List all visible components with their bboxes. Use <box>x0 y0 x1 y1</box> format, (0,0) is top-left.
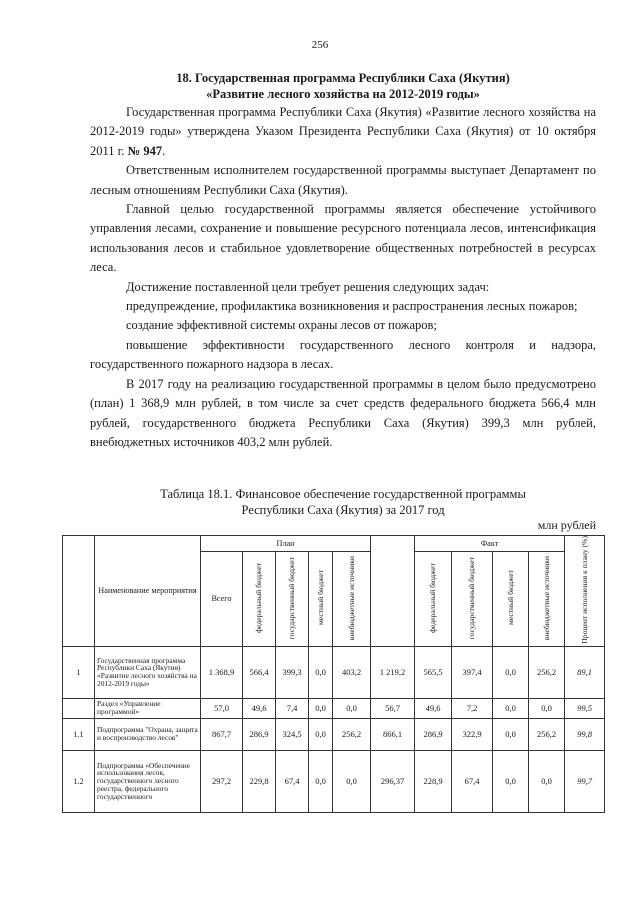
header-num <box>63 536 95 647</box>
cell-fact-extra: 256,2 <box>529 646 565 698</box>
header-fact-federal-label: федеральный бюджет <box>428 562 437 633</box>
header-plan: План <box>201 536 371 552</box>
cell-plan-extra: 0,0 <box>333 698 371 718</box>
cell-fact-state: 67,4 <box>452 750 493 812</box>
paragraph-1 <box>90 103 596 161</box>
row-name: Подпрограмма "Охрана, защита и воспроизводство лесов" <box>95 718 201 750</box>
header-plan-state <box>276 551 309 646</box>
table-row <box>63 698 605 718</box>
cell-fact-total: 296,37 <box>371 750 415 812</box>
paragraph-8: В 2017 году на реализацию государственной программы в целом было предусмотрено (план) 1 368,9 млн рублей, в том числе за счет средств федерального бюджета 566,4 млн рублей, государственного бюджета Республики Саха (Якутия) 399,3 млн рублей, внебюджетных источников 403,2 млн рублей. <box>90 376 596 449</box>
row-num <box>63 698 95 718</box>
paragraph-3: Главной целью государственной программы является обеспечение устойчивого управления лесами, сохранение и повышение ресурсного потенциала лесов, интенсификация использования лесов и стабильное удовлетворение общественных потребностей в ресурсах леса. <box>90 202 596 275</box>
body-text <box>90 103 596 452</box>
cell-plan-local: 0,0 <box>309 646 333 698</box>
cell-fact-federal: 565,5 <box>415 646 452 698</box>
row-num: 1.2 <box>63 750 95 812</box>
header-fact-state <box>452 551 493 646</box>
paragraph-7: повышение эффективности государственного лесного контроля и надзора, государственного пожарного надзора в лесах. <box>90 337 596 372</box>
cell-fact-total: 56,7 <box>371 698 415 718</box>
cell-plan-extra: 0,0 <box>333 750 371 812</box>
header-fact-extra <box>529 551 565 646</box>
cell-plan-extra: 256,2 <box>333 718 371 750</box>
header-percent-label: Процент исполнения к плану (%) <box>579 536 589 644</box>
cell-plan-state: 67,4 <box>276 750 309 812</box>
decree-number: № 947 <box>127 143 163 158</box>
header-name: Наименование мероприятия <box>95 536 201 647</box>
cell-fact-local: 0,0 <box>493 718 529 750</box>
cell-plan-state: 324,5 <box>276 718 309 750</box>
cell-plan-state: 7,4 <box>276 698 309 718</box>
row-name: Подпрограмма «Обеспечение использования лесов, государственного лесного реестра, федерального государственного <box>95 750 201 812</box>
cell-fact-state: 397,4 <box>452 646 493 698</box>
cell-percent: 99,5 <box>565 698 605 718</box>
header-plan-federal <box>243 551 276 646</box>
cell-percent: 99,8 <box>565 718 605 750</box>
header-fact-extra-label: внебюджетные источники <box>541 555 551 640</box>
heading-line-2: «Развитие лесного хозяйства на 2012-2019 годы» <box>206 87 480 101</box>
table-row <box>63 718 605 750</box>
table-caption <box>90 486 596 518</box>
header-plan-extra-label: внебюджетные источники <box>346 555 356 640</box>
cell-plan-extra: 403,2 <box>333 646 371 698</box>
header-fact-local-label: местный бюджет <box>505 570 515 626</box>
cell-plan-federal: 229,8 <box>243 750 276 812</box>
cell-plan-federal: 286,9 <box>243 718 276 750</box>
cell-plan-total: 57,0 <box>201 698 243 718</box>
paragraph-4: Достижение поставленной цели требует решения следующих задач: <box>126 279 490 294</box>
paragraph-1-end: . <box>162 143 166 158</box>
header-fact-federal <box>415 551 452 646</box>
cell-fact-state: 7,2 <box>452 698 493 718</box>
cell-fact-extra: 0,0 <box>529 698 565 718</box>
header-fact-state-label: государственный бюджет <box>467 556 476 639</box>
cell-fact-federal: 286,9 <box>415 718 452 750</box>
cell-fact-extra: 0,0 <box>529 750 565 812</box>
table-caption-line-1: Таблица 18.1. Финансовое обеспечение государственной программы <box>160 487 526 501</box>
row-num: 1 <box>63 646 95 698</box>
cell-plan-local: 0,0 <box>309 718 333 750</box>
paragraph-6: создание эффективной системы охраны лесов от пожаров; <box>126 318 437 333</box>
header-plan-local <box>309 551 333 646</box>
cell-fact-state: 322,9 <box>452 718 493 750</box>
financing-table <box>62 535 605 813</box>
cell-fact-extra: 256,2 <box>529 718 565 750</box>
table-row <box>63 750 605 812</box>
header-percent <box>565 536 605 647</box>
paragraph-2: Ответственным исполнителем государственной программы выступает Департамент по лесным отношениям Республики Саха (Якутия). <box>90 163 596 197</box>
header-plan-federal-label: федеральный бюджет <box>254 562 263 633</box>
cell-fact-local: 0,0 <box>493 750 529 812</box>
cell-plan-state: 399,3 <box>276 646 309 698</box>
cell-fact-federal: 228,9 <box>415 750 452 812</box>
paragraph-1-text: Государственная программа Республики Саха (Якутия) «Развитие лесного хозяйства на 2012-2019 годы» утверждена Указом Президента Республики Саха (Якутия) от 10 октября 2011 г. <box>90 105 596 158</box>
header-plan-extra <box>333 551 371 646</box>
cell-plan-federal: 49,6 <box>243 698 276 718</box>
cell-percent: 99,7 <box>565 750 605 812</box>
cell-plan-total: 867,7 <box>201 718 243 750</box>
row-name: Раздел «Управление программой» <box>95 698 201 718</box>
table-row <box>63 646 605 698</box>
cell-fact-total: 866,1 <box>371 718 415 750</box>
header-empty-divider <box>371 536 415 647</box>
section-heading <box>90 70 596 102</box>
heading-line-1: 18. Государственная программа Республики Саха (Якутия) <box>176 71 510 85</box>
cell-fact-federal: 49,6 <box>415 698 452 718</box>
cell-percent: 89,1 <box>565 646 605 698</box>
header-row-1 <box>63 536 605 552</box>
cell-fact-local: 0,0 <box>493 646 529 698</box>
header-fact: Факт <box>415 536 565 552</box>
row-name: Государственная программа Республики Саха (Якутия) «Развитие лесного хозяйства на 2012-2019 годы» <box>95 646 201 698</box>
cell-fact-total: 1 219,2 <box>371 646 415 698</box>
cell-plan-federal: 566,4 <box>243 646 276 698</box>
header-plan-state-label: государственный бюджет <box>287 556 296 639</box>
row-num: 1.1 <box>63 718 95 750</box>
cell-plan-total: 1 368,9 <box>201 646 243 698</box>
cell-plan-local: 0,0 <box>309 750 333 812</box>
page-number: 256 <box>311 39 329 51</box>
cell-fact-local: 0,0 <box>493 698 529 718</box>
cell-plan-local: 0,0 <box>309 698 333 718</box>
cell-plan-total: 297,2 <box>201 750 243 812</box>
header-fact-local <box>493 551 529 646</box>
table-units: млн рублей <box>537 518 596 532</box>
table-caption-line-2: Республики Саха (Якутия) за 2017 год <box>241 503 445 517</box>
header-plan-total: Всего <box>201 551 243 646</box>
header-plan-local-label: местный бюджет <box>315 570 325 626</box>
paragraph-5: предупреждение, профилактика возникновения и распространения лесных пожаров; <box>126 299 578 314</box>
